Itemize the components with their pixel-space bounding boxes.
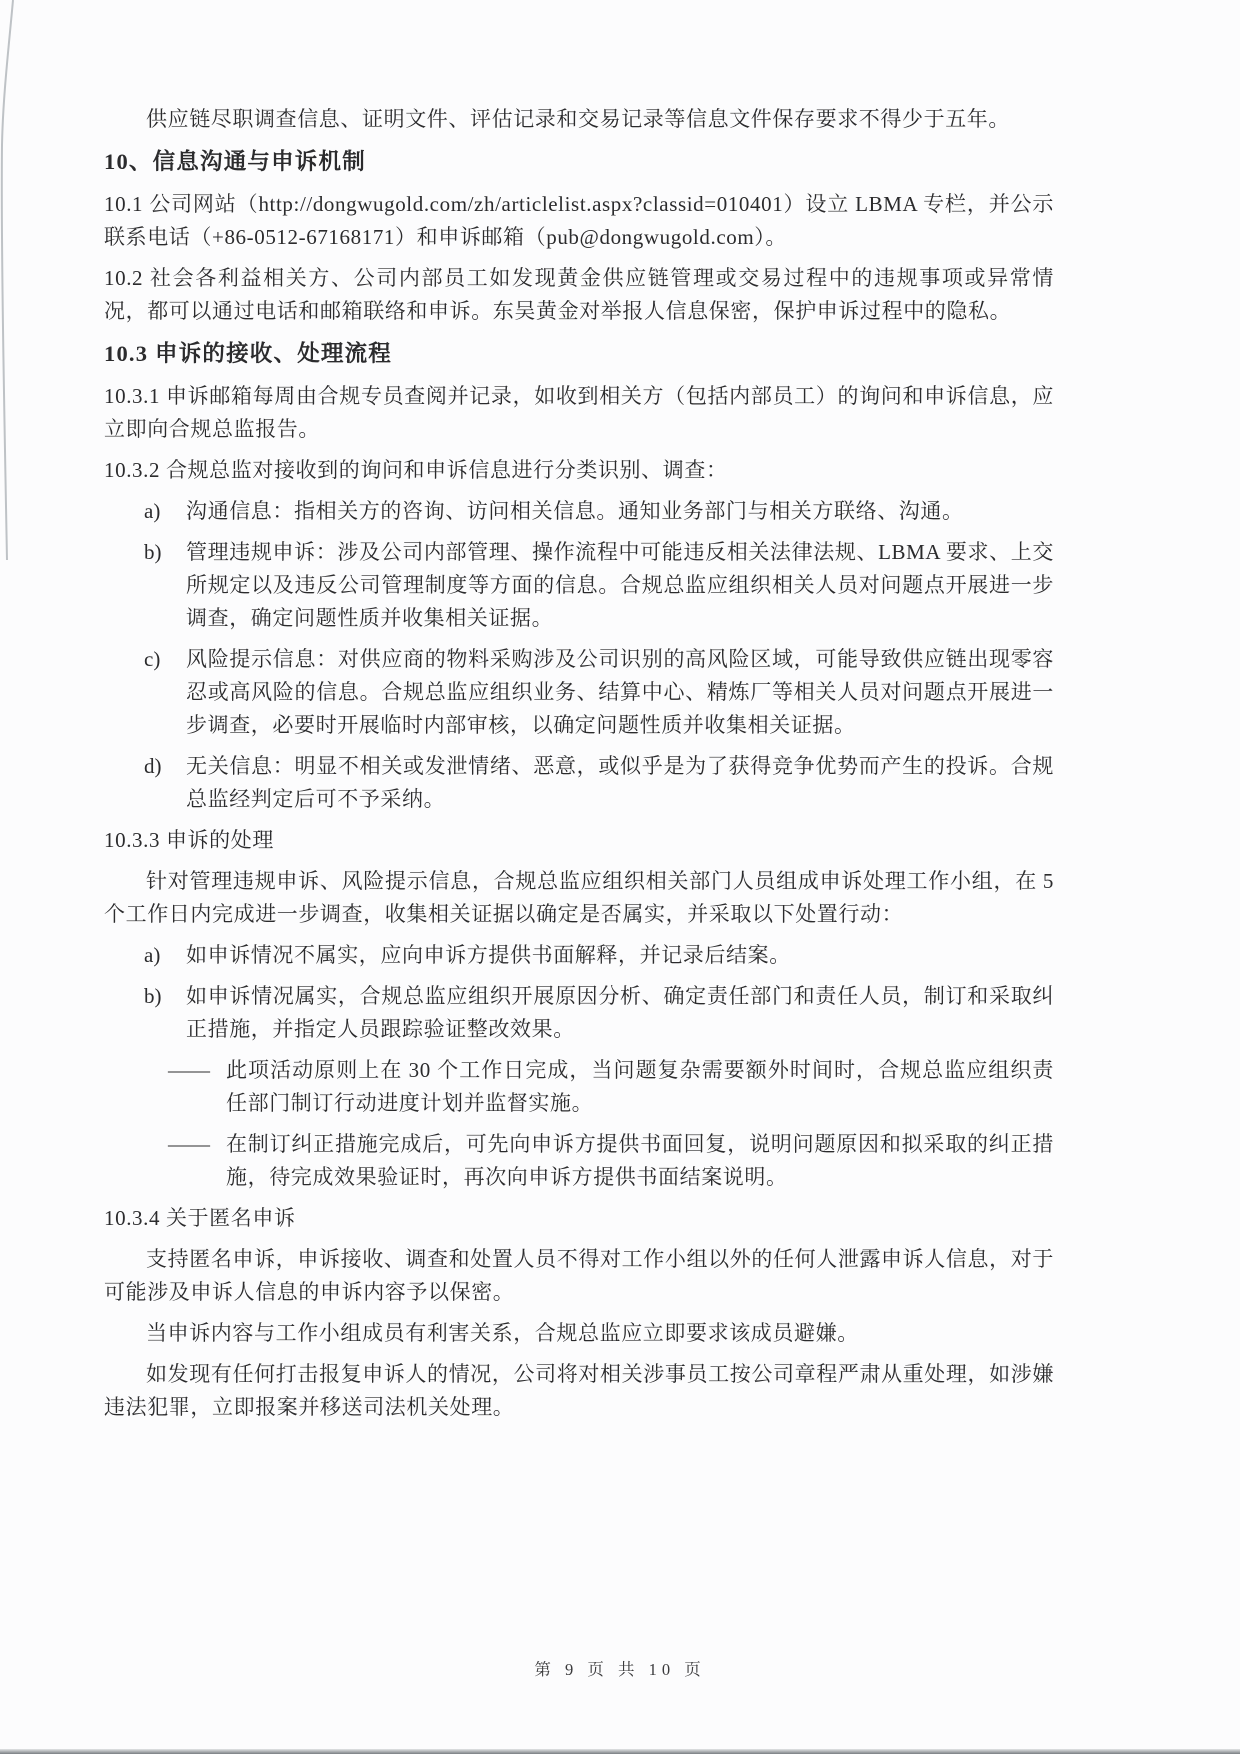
heading-section-10: 10、信息沟通与申诉机制 <box>104 149 366 174</box>
paragraph-retaliation: 如发现有任何打击报复申诉人的情况，公司将对相关涉事员工按公司章程严肃从重处理，如涉嫌违法犯罪，立即报案并移送司法机关处理。 <box>104 1362 1054 1419</box>
paragraph-anonymous-protection: 支持匿名申诉，申诉接收、调查和处置人员不得对工作小组以外的任何人泄露申诉人信息，对于可能涉及申诉人信息的申诉内容予以保密。 <box>104 1247 1054 1304</box>
list-item-text: 如申诉情况属实，合规总监应组织开展原因分析、确定责任部门和责任人员，制订和采取纠正措施，并指定人员跟踪验证整改效果。 <box>186 984 1054 1041</box>
paragraph-10-3-3-handling: 10.3.3 申诉的处理 <box>104 828 274 852</box>
list-marker: c) <box>144 647 161 671</box>
list-item-b-founded <box>104 980 1054 1046</box>
dash-item-text: 此项活动原则上在 30 个工作日完成，当问题复杂需要额外时间时，合规总监应组织责任部门制订行动进度计划并监督实施。 <box>226 1058 1054 1115</box>
paragraph-10-1-contact-info: 10.1 公司网站（http://dongwugold.com/zh/articlelist.aspx?classid=010401）设立 LBMA 专栏，并公示联系电话（+86-0512-67168171）和申诉邮箱（pub@dongwugold.com）。 <box>104 192 1054 249</box>
paragraph-10-3-4-anonymous: 10.3.4 关于匿名申诉 <box>104 1206 296 1230</box>
paragraph-record-retention: 供应链尽职调查信息、证明文件、评估记录和交易记录等信息文件保存要求不得少于五年。 <box>146 107 1010 131</box>
list-marker: d) <box>144 754 162 778</box>
list-marker: b) <box>144 984 162 1008</box>
list-marker: a) <box>144 943 161 967</box>
list-item-d-irrelevant <box>104 750 1054 816</box>
list-item-text: 沟通信息：指相关方的咨询、访问相关信息。通知业务部门与相关方联络、沟通。 <box>186 499 964 523</box>
heading-10-3-process: 10.3 申诉的接收、处理流程 <box>104 341 393 366</box>
paragraph-10-3-2-classification: 10.3.2 合规总监对接收到的询问和申诉信息进行分类识别、调查： <box>104 458 728 482</box>
paragraph-10-3-1-mailbox: 10.3.1 申诉邮箱每周由合规专员查阅并记录，如收到相关方（包括内部员工）的询问和申诉信息，应立即向合规总监报告。 <box>104 384 1054 441</box>
list-item-text: 如申诉情况不属实，应向申诉方提供书面解释，并记录后结案。 <box>186 943 791 967</box>
paragraph-conflict-of-interest: 当申诉内容与工作小组成员有利害关系，合规总监应立即要求该成员避嫌。 <box>146 1321 859 1345</box>
dash-marker: —— <box>168 1132 210 1156</box>
scan-corner-artifact <box>0 0 40 600</box>
paragraph-10-2-stakeholders: 10.2 社会各利益相关方、公司内部员工如发现黄金供应链管理或交易过程中的违规事项或异常情况，都可以通过电话和邮箱联络和申诉。东吴黄金对举报人信息保密，保护申诉过程中的隐私。 <box>104 266 1054 323</box>
dash-marker: —— <box>168 1058 210 1082</box>
list-marker: a) <box>144 499 161 523</box>
list-item-a-communication <box>104 495 1054 528</box>
list-item-text: 无关信息：明显不相关或发泄情绪、恶意，或似乎是为了获得竞争优势而产生的投诉。合规总监经判定后可不予采纳。 <box>186 754 1054 811</box>
list-item-a-unfounded <box>104 939 1054 972</box>
list-marker: b) <box>144 540 162 564</box>
list-item-text: 风险提示信息：对供应商的物料采购涉及公司识别的高风险区域，可能导致供应链出现零容忍或高风险的信息。合规总监应组织业务、结算中心、精炼厂等相关人员对问题点开展进一步调查，必要时开展临时内部审核，以确定问题性质并收集相关证据。 <box>186 647 1054 737</box>
dash-item-text: 在制订纠正措施完成后，可先向申诉方提供书面回复，说明问题原因和拟采取的纠正措施，待完成效果验证时，再次向申诉方提供书面结案说明。 <box>226 1132 1054 1189</box>
list-item-b-management-violation <box>104 536 1054 635</box>
dash-item-30-day-rule <box>104 1054 1054 1120</box>
paragraph-working-group: 针对管理违规申诉、风险提示信息，合规总监应组织相关部门人员组成申诉处理工作小组，在 5 个工作日内完成进一步调查，收集相关证据以确定是否属实，并采取以下处置行动： <box>104 869 1054 926</box>
list-item-text: 管理违规申诉：涉及公司内部管理、操作流程中可能违反相关法律法规、LBMA 要求、上交所规定以及违反公司管理制度等方面的信息。合规总监应组织相关人员对问题点开展进一步调查，确定问题性质并收集相关证据。 <box>186 540 1054 630</box>
list-item-c-risk-alert <box>104 643 1054 742</box>
scan-bottom-edge-artifact <box>0 1749 1240 1754</box>
page-number: 第 9 页 共 10 页 <box>534 1660 706 1679</box>
document-body <box>104 103 1054 1432</box>
dash-item-written-reply <box>104 1128 1054 1194</box>
